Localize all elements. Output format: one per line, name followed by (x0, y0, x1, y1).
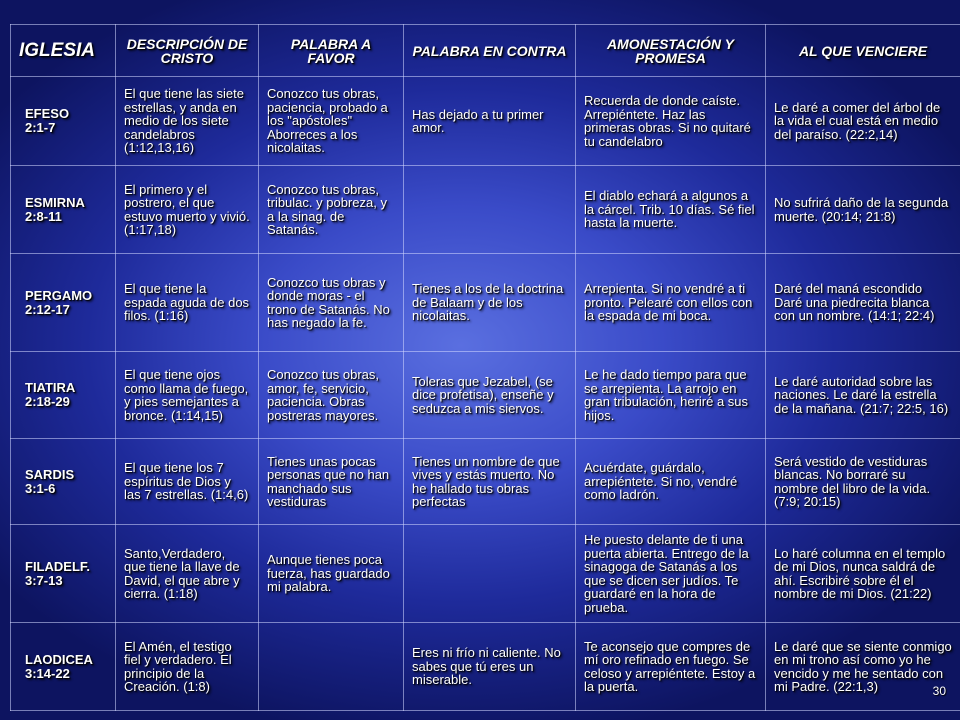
favor-cell: Conozco tus obras, paciencia, probado a los "apóstoles" Aborreces a los nicolaitas. (259, 77, 404, 166)
amonestacion-cell: Te aconsejo que compres de mí oro refinado en fuego. Se celoso y arrepiéntete. Estoy a la puerta. (576, 623, 766, 711)
church-name: FILADELF. (25, 558, 90, 574)
contra-cell: Toleras que Jezabel, (se dice profetisa), enseñe y seduzca a mis siervos. (404, 352, 576, 439)
church-cell (11, 439, 116, 525)
vencedor-cell: Le daré autoridad sobre las naciones. Le daré la estrella de la mañana. (21:7; 22:5, 16) (766, 352, 960, 439)
church-ref: 3:1-6 (25, 480, 56, 496)
header-favor: PALABRA A FAVOR (259, 25, 404, 77)
vencedor-cell: Le daré a comer del árbol de la vida el cual está en medio del paraíso. (22:2,14) (766, 77, 960, 166)
descripcion-cell: Santo,Verdadero, que tiene la llave de David, el que abre y cierra. (1:18) (116, 525, 259, 623)
church-cell (11, 254, 116, 352)
churches-table (10, 24, 960, 711)
favor-cell: Tienes unas pocas personas que no han manchado sus vestiduras (259, 439, 404, 525)
contra-cell (404, 166, 576, 254)
favor-cell: Conozco tus obras y donde moras - el trono de Satanás. No has negado la fe. (259, 254, 404, 352)
church-ref: 2:1-7 (25, 120, 56, 135)
descripcion-cell: El que tiene las siete estrellas, y anda en medio de los siete candelabros (1:12,13,16) (116, 77, 259, 166)
church-cell (11, 623, 116, 711)
vencedor-cell: Le daré que se siente conmigo en mi trono así como yo he vencido y me he sentado con mi Padre. (22:1,3) (766, 623, 960, 711)
church-cell (11, 166, 116, 254)
page-number: 30 (932, 684, 946, 698)
church-cell (11, 77, 116, 166)
favor-cell: Conozco tus obras, amor, fe, servicio, paciencia. Obras postreras mayores. (259, 352, 404, 439)
church-ref: 2:18-29 (25, 394, 70, 409)
descripcion-cell: El que tiene los 7 espíritus de Dios y las 7 estrellas. (1:4,6) (116, 439, 259, 525)
church-name: TIATIRA (25, 380, 76, 395)
church-name: SARDIS (25, 466, 75, 482)
table-row (11, 623, 960, 711)
table-row (11, 77, 960, 166)
descripcion-cell: El que tiene ojos como llama de fuego, y pies semejantes a bronce. (1:14,15) (116, 352, 259, 439)
church-ref: 2:8-11 (25, 208, 62, 224)
descripcion-cell: El que tiene la espada aguda de dos filos. (1:16) (116, 254, 259, 352)
descripcion-cell: El primero y el postrero, el que estuvo muerto y vivió. (1:17,18) (116, 166, 259, 254)
header-amonestacion: AMONESTACIÓN Y PROMESA (576, 25, 766, 77)
favor-cell: Aunque tienes poca fuerza, has guardado mi palabra. (259, 525, 404, 623)
amonestacion-cell: He puesto delante de ti una puerta abierta. Entrego de la sinagoga de Satanás a los que se dicen ser judíos. Te guardaré en la hora de prueba. (576, 525, 766, 623)
church-name: LAODICEA (25, 651, 93, 667)
header-vencedor: AL QUE VENCIERE (766, 25, 960, 77)
table-row (11, 254, 960, 352)
vencedor-cell: Lo haré columna en el templo de mi Dios, nunca saldrá de ahí. Escribiré sobre él el nombre de mi Dios. (21:22) (766, 525, 960, 623)
amonestacion-cell: Arrepienta. Si no vendré a ti pronto. Pelearé con ellos con la espada de mi boca. (576, 254, 766, 352)
vencedor-cell: No sufrirá daño de la segunda muerte. (20:14; 21:8) (766, 166, 960, 254)
table-row (11, 525, 960, 623)
church-ref: 3:14-22 (25, 665, 70, 681)
church-name: EFESO (25, 106, 70, 121)
table-row (11, 352, 960, 439)
favor-cell (259, 623, 404, 711)
amonestacion-cell: El diablo echará a algunos a la cárcel. Trib. 10 días. Sé fiel hasta la muerte. (576, 166, 766, 254)
church-cell (11, 352, 116, 439)
church-cell (11, 525, 116, 623)
vencedor-cell: Será vestido de vestiduras blancas. No borraré su nombre del libro de la vida. (7:9; 20:15) (766, 439, 960, 525)
amonestacion-cell: Le he dado tiempo para que se arrepienta. La arrojo en gran tribulación, heriré a sus hijos. (576, 352, 766, 439)
favor-cell: Conozco tus obras, tribulac. y pobreza, y a la sinag. de Satanás. (259, 166, 404, 254)
church-name: ESMIRNA (25, 194, 85, 210)
contra-cell: Has dejado a tu primer amor. (404, 77, 576, 166)
church-ref: 3:7-13 (25, 572, 63, 588)
amonestacion-cell: Recuerda de donde caíste. Arrepiéntete. Haz las primeras obras. Si no quitaré tu candelabro (576, 77, 766, 166)
table-row (11, 166, 960, 254)
header-row (11, 25, 960, 77)
church-ref: 2:12-17 (25, 301, 70, 317)
vencedor-cell: Daré del maná escondido Daré una piedrecita blanca con un nombre. (14:1; 22:4) (766, 254, 960, 352)
contra-cell: Eres ni frío ni caliente. No sabes que tú eres un miserable. (404, 623, 576, 711)
amonestacion-cell: Acuérdate, guárdalo, arrepiéntete. Si no, vendré como ladrón. (576, 439, 766, 525)
contra-cell: Tienes a los de la doctrina de Balaam y de los nicolaitas. (404, 254, 576, 352)
church-name: PERGAMO (25, 287, 93, 303)
header-descripcion: DESCRIPCIÓN DE CRISTO (116, 25, 259, 77)
table-row (11, 439, 960, 525)
header-contra: PALABRA EN CONTRA (404, 25, 576, 77)
contra-cell (404, 525, 576, 623)
descripcion-cell: El Amén, el testigo fiel y verdadero. El principio de la Creación. (1:8) (116, 623, 259, 711)
header-iglesia: IGLESIA (11, 25, 116, 77)
contra-cell: Tienes un nombre de que vives y estás muerto. No he hallado tus obras perfectas (404, 439, 576, 525)
